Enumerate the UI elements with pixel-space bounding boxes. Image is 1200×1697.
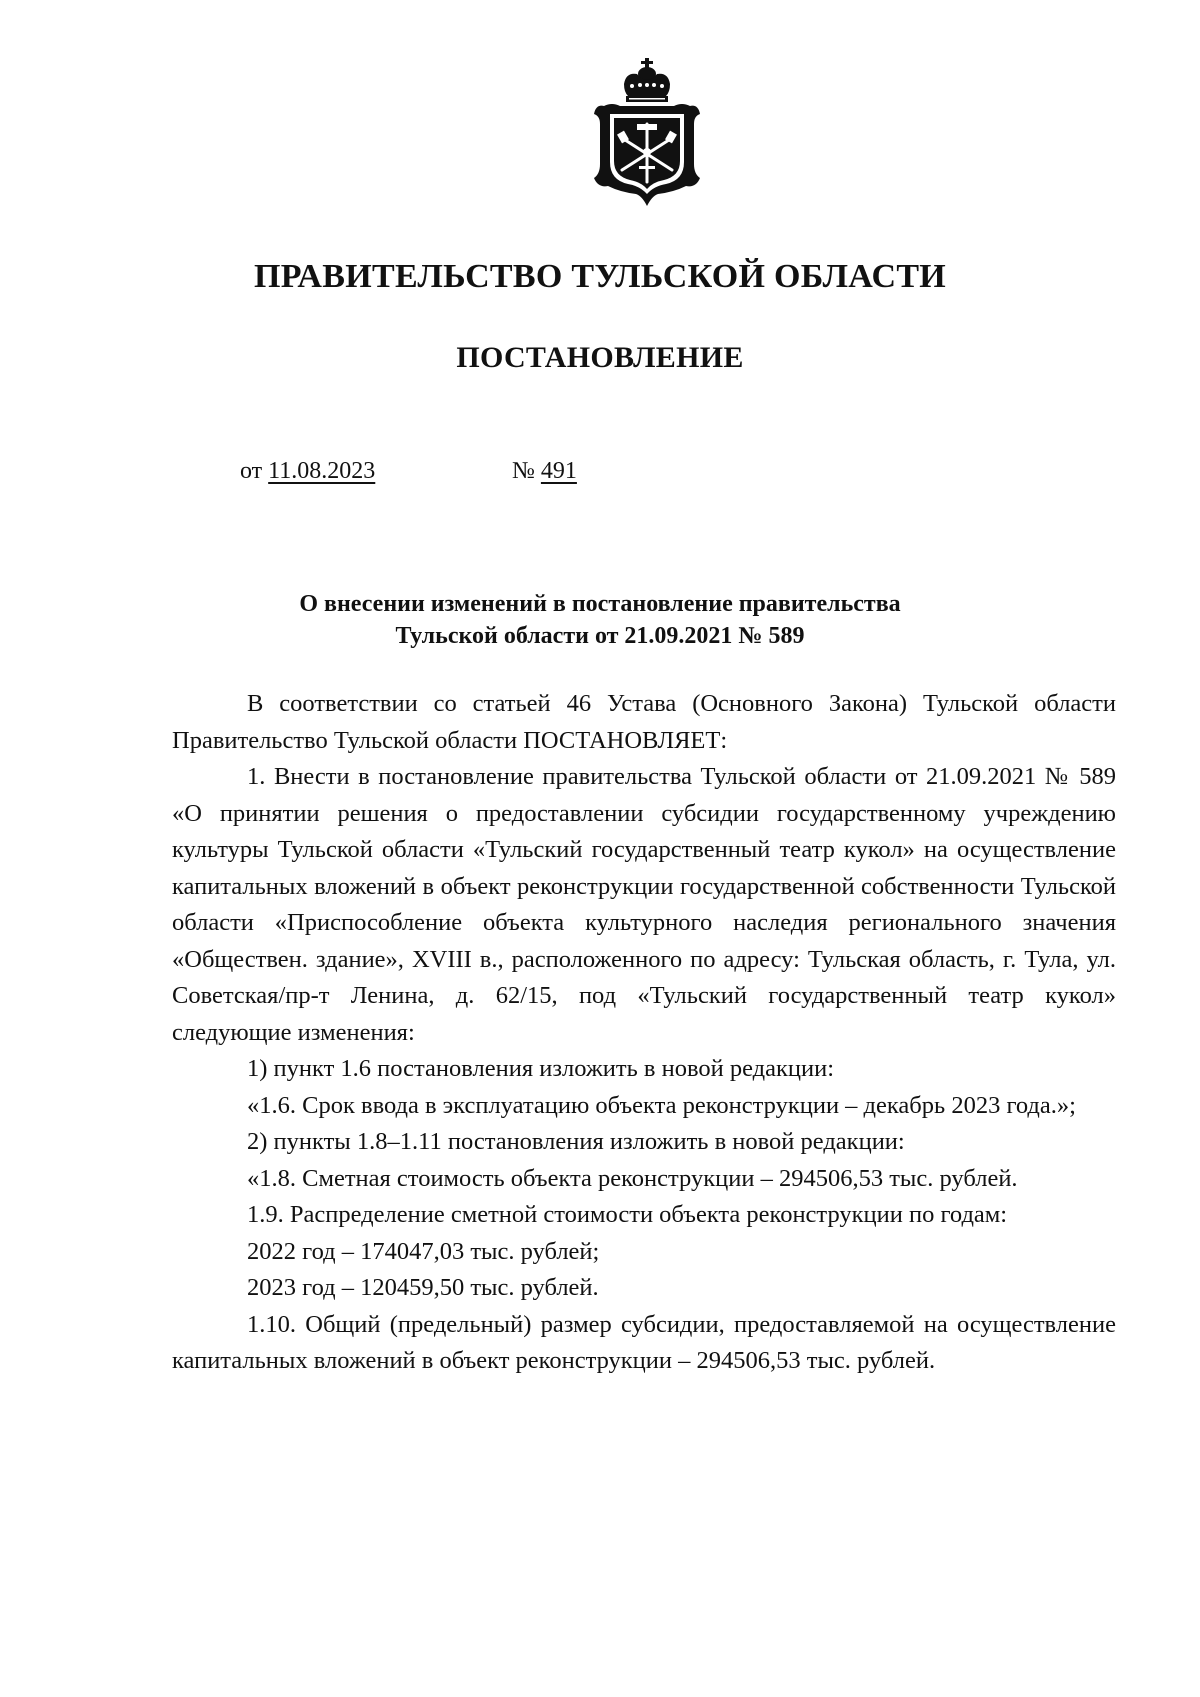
subject-line-1: О внесении изменений в постановление правительства [299,591,901,617]
date-value: 11.08.2023 [268,458,376,484]
date-prefix: от [240,458,263,484]
body-paragraph: 2023 год – 120459,50 тыс. рублей. [247,1274,599,1301]
body-paragraph: 1.9. Распределение сметной стоимости объекта реконструкции по годам: [247,1201,1008,1228]
subject-line-2: Тульской области от 21.09.2021 № 589 [395,623,805,649]
document-number [512,458,577,485]
body-paragraph: 1. Внести в постановление правительства Тульской области от 21.09.2021 № 589 «О принятии решения о предоставлении субсидии государственному учреждению культуры Тульской области «Тульский государственный театр кукол» на осуществление капитальных вложений в объект реконструкции государственной собственности Тульской области «Приспособление объекта культурного наследия регионального значения «Обществен. здание», XVIII в., расположенного по адресу: Тульская область, г. Тула, ул. Советская/пр-т Ленина, д. 62/15, под «Тульский государственный театр кукол» следующие изменения: [172,763,1116,1046]
body-paragraph: «1.8. Сметная стоимость объекта реконструкции – 294506,53 тыс. рублей. [247,1164,1018,1192]
body-paragraph: «1.6. Срок ввода в эксплуатацию объекта реконструкции – декабрь 2023 года.»; [247,1091,1076,1119]
body-paragraph: В соответствии со статьей 46 Устава (Основного Закона) Тульской области Правительство Тульской области ПОСТАНОВЛЯЕТ: [172,690,1116,754]
tula-coat-of-arms-icon [590,58,704,208]
body-paragraph: 2) пункты 1.8–1.11 постановления изложить в новой редакции: [247,1128,905,1155]
body-paragraph: 2022 год – 174047,03 тыс. рублей; [247,1237,600,1265]
number-value: 491 [540,458,577,484]
body-paragraph: 1.10. Общий (предельный) размер субсидии, предоставляемой на осуществление капитальных вложений в объект реконструкции – 294506,53 тыс. рублей. [172,1310,1116,1374]
document-date [240,458,375,485]
document-type-title: ПОСТАНОВЛЕНИЕ [456,341,744,374]
body-paragraph: 1) пункт 1.6 постановления изложить в новой редакции: [247,1055,835,1082]
government-title: ПРАВИТЕЛЬСТВО ТУЛЬСКОЙ ОБЛАСТИ [253,258,947,295]
document-subject [0,588,1200,652]
number-prefix: № [512,458,535,484]
document-body [172,686,1116,1380]
